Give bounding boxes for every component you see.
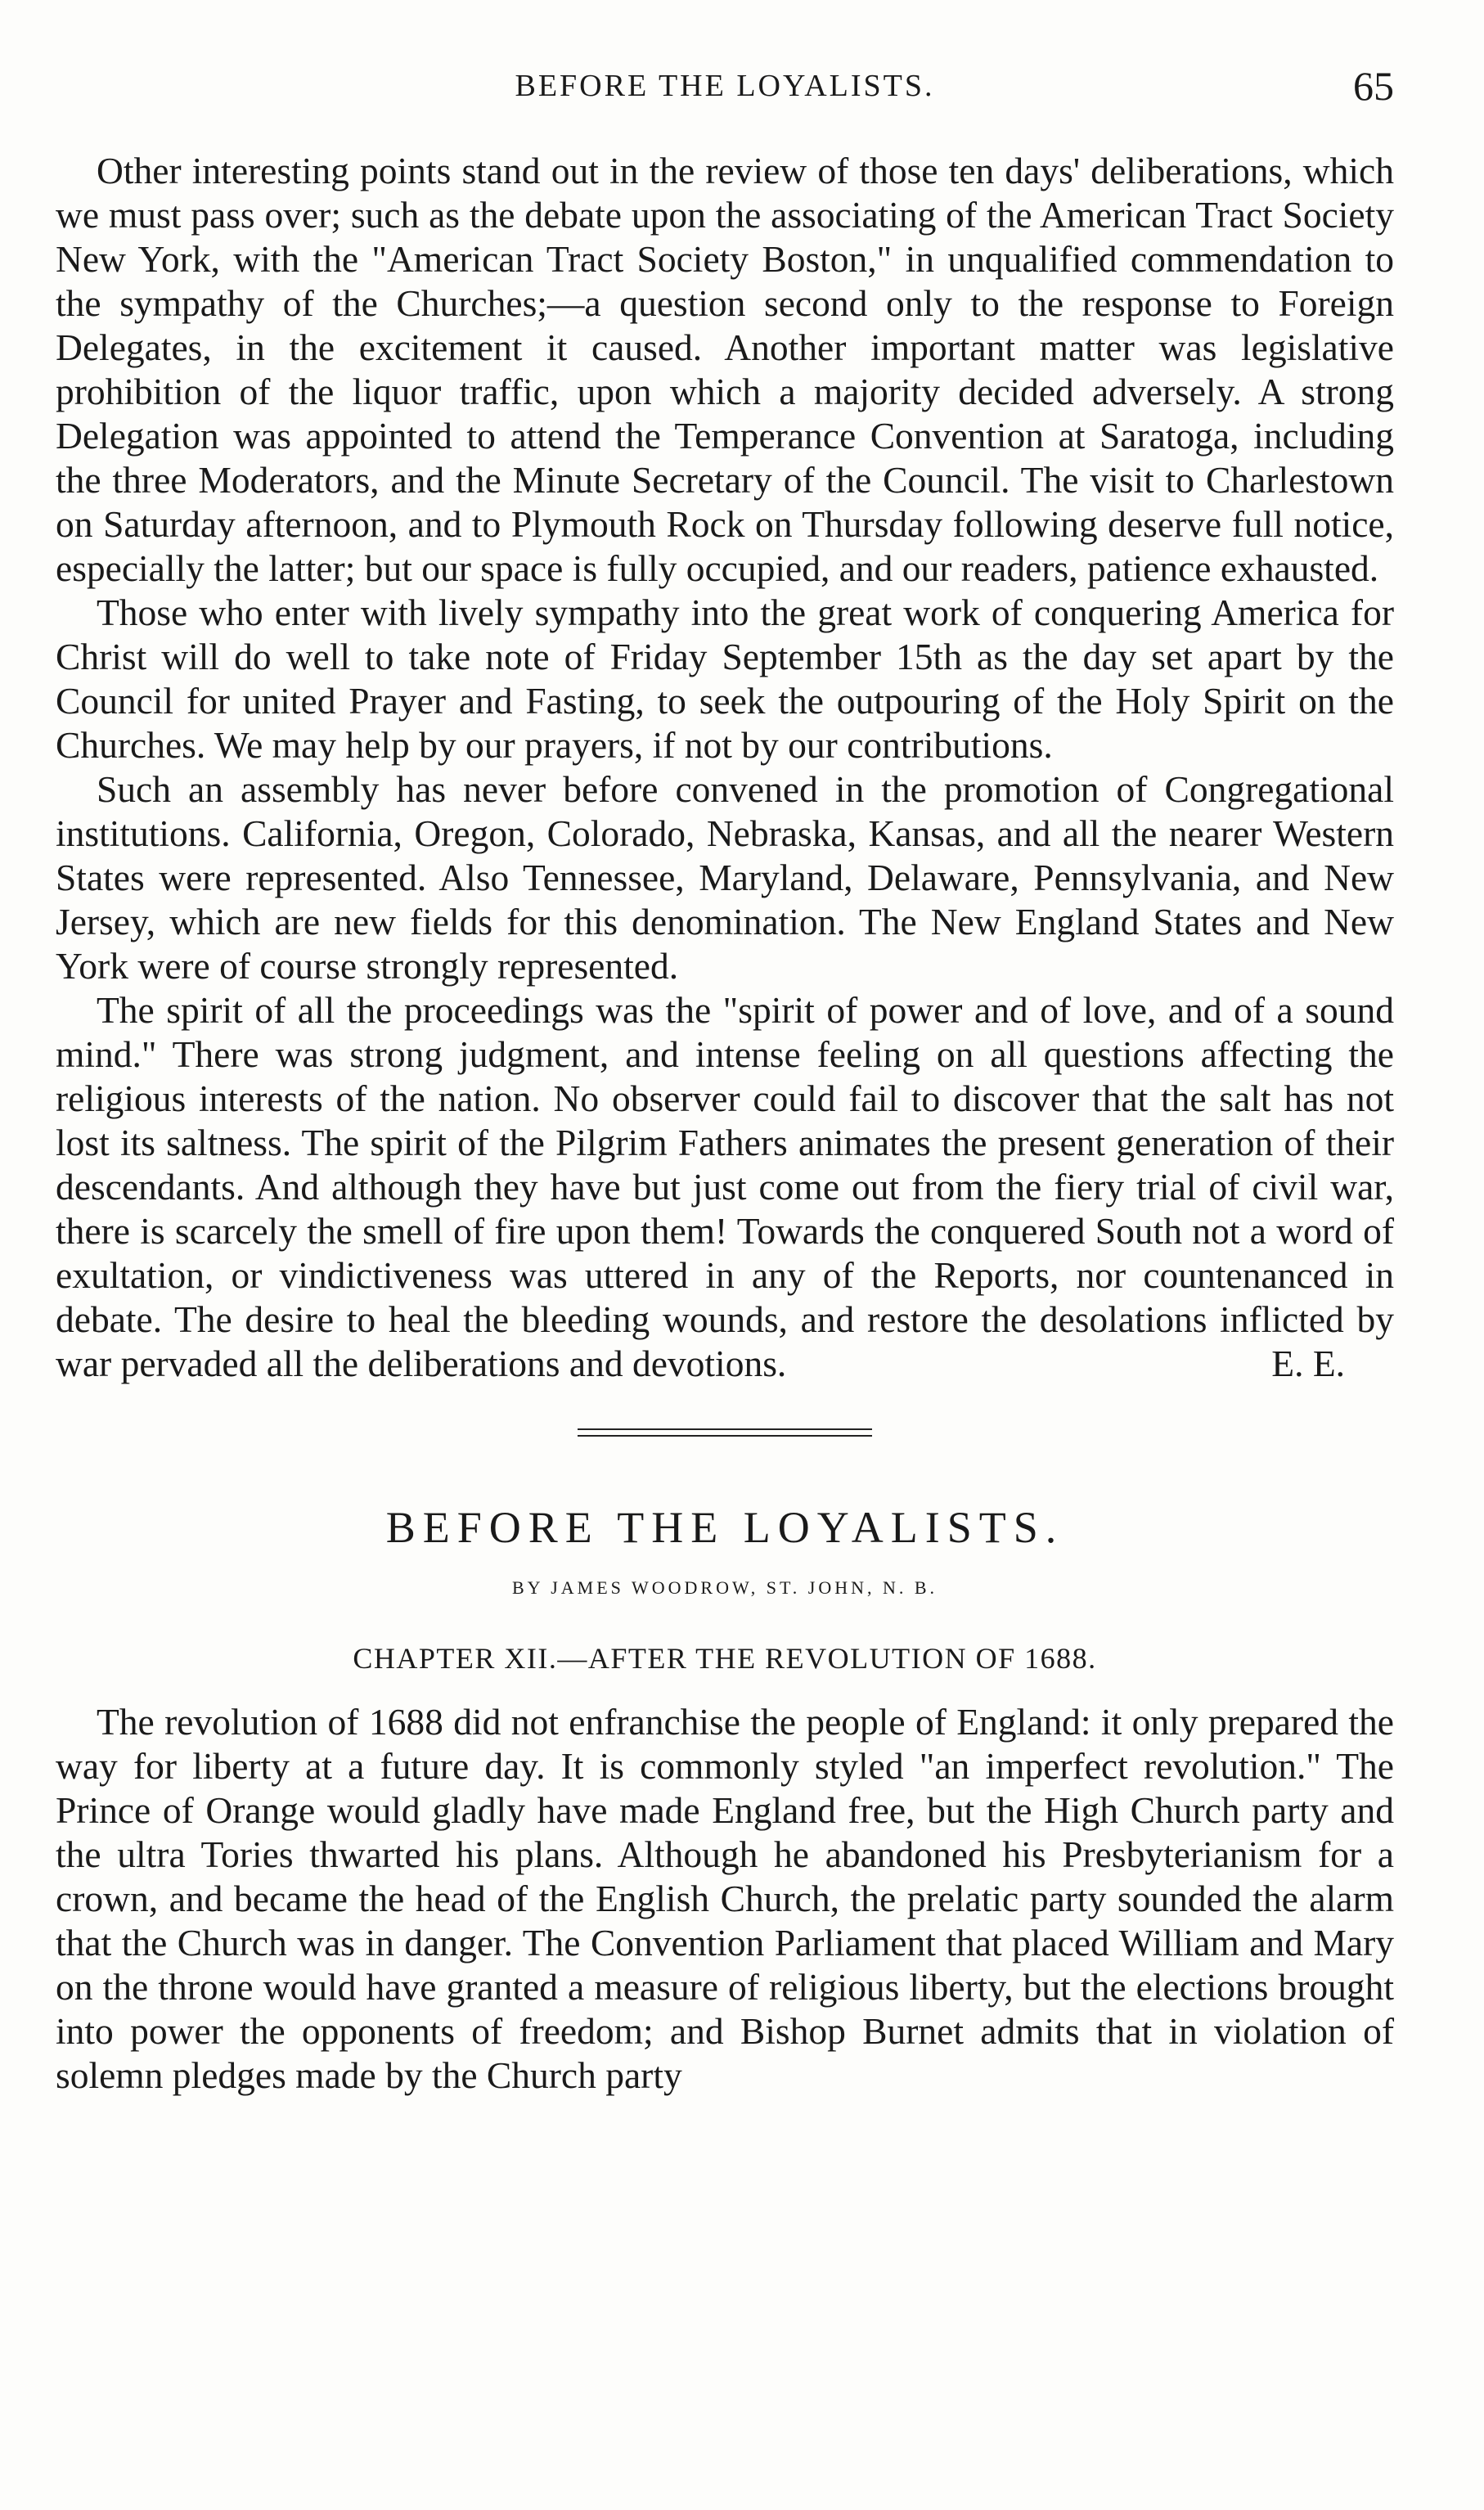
section-divider [578,1428,872,1437]
paragraph: Such an assembly has never before convened in the promotion of Congregational institutions. California, Oregon, Colorado, Nebraska, Kansas, and all the nearer Western States were represented. Also Tennessee, Maryland, Delaware, Pennsylvania, and New Jersey, which are new fields for this denomination. The New England States and New York were of course strongly represented. [56,768,1394,987]
running-title: BEFORE THE LOYALISTS. [515,69,935,103]
article-title: BEFORE THE LOYALISTS. [385,1503,1064,1552]
article-council-report [56,149,1394,1386]
chapter-heading: CHAPTER XII.—AFTER THE REVOLUTION OF 1688. [353,1642,1097,1675]
paragraph: The spirit of all the proceedings was the "spirit of power and of love, and of a sound mind." There was strong judgment, and intense feeling on all questions affecting the religious interests of the nation. No observer could fail to discover that the salt has not lost its saltness. The spirit of the Pilgrim Fathers animates the present generation of their descendants. And although they have but just come out from the fiery trial of civil war, there is scarcely the smell of fire upon them! Towards the conquered South not a word of exultation, or vindictiveness was uttered in any of the Reports, nor countenanced in debate. The desire to heal the bleeding wounds, and restore the desolations inflicted by war pervaded all the deliberations and devotions. [56,989,1394,1384]
divider-rule [578,1428,872,1430]
signature: E. E. [1271,1343,1345,1384]
divider-rule [578,1435,872,1437]
article-before-the-loyalists [56,1502,1394,2098]
paragraph: The revolution of 1688 did not enfranchise the people of England: it only prepared the way for liberty at a future day. It is commonly styled "an imperfect revolution." The Prince of Orange would gladly have made England free, but the High Church party and the ultra Tories thwarted his plans. Although he abandoned his Presbyterianism for a crown, and became the head of the English Church, the prelatic party sounded the alarm that the Church was in danger. The Convention Parliament that placed William and Mary on the throne would have granted a measure of religious liberty, but the elections brought into power the opponents of freedom; and Bishop Burnet admits that in violation of solemn pledges made by the Church party [56,1701,1394,2096]
paragraph: Those who enter with lively sympathy into the great work of conquering America for Christ will do well to take note of Friday September 15th as the day set apart by the Council for united Prayer and Fasting, to seek the outpouring of the Holy Spirit on the Churches. We may help by our prayers, if not by our contributions. [56,592,1394,766]
paragraph: Other interesting points stand out in the review of those ten days' deliberations, which we must pass over; such as the debate upon the associating of the American Tract Society New York, with the "American Tract Society Boston," in unqualified commendation to the sympathy of the Churches;—a question second only to the response to Foreign Delegates, in the excitement it caused. Another important matter was legislative prohibition of the liquor traffic, upon which a majority decided adversely. A strong Delegation was appointed to attend the Temperance Convention at Saratoga, including the three Moderators, and the Minute Secretary of the Council. The visit to Charlestown on Saturday afternoon, and to Plymouth Rock on Thursday following deserve full notice, especially the latter; but our space is fully occupied, and our readers, patience exhausted. [56,150,1394,589]
running-header [56,57,1394,115]
page-number: 65 [1353,63,1394,109]
byline: BY JAMES WOODROW, ST. JOHN, N. B. [511,1577,938,1598]
